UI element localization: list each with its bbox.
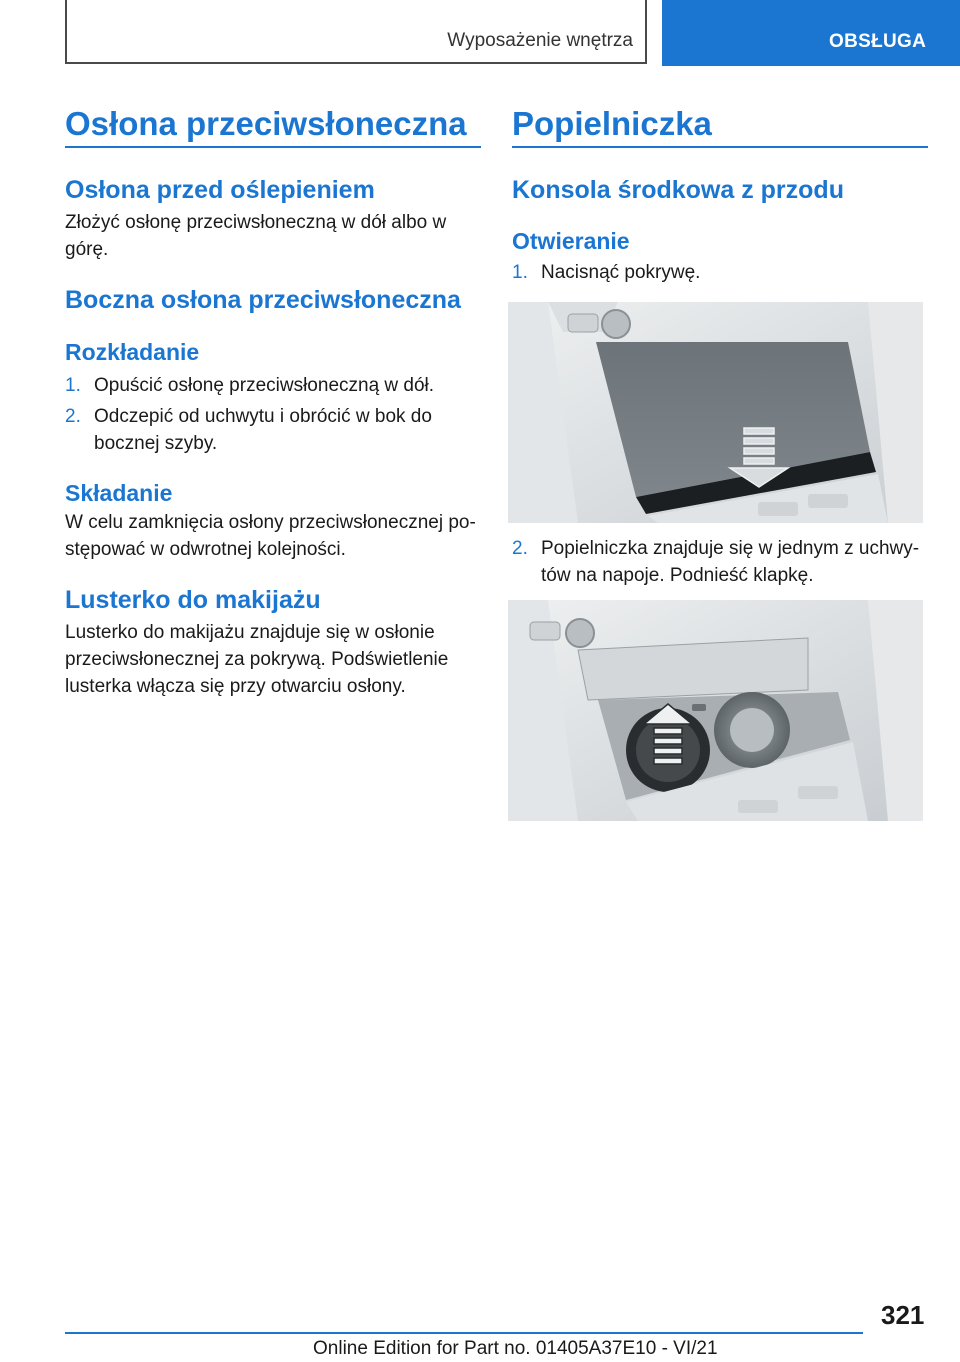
right-column <box>512 104 928 286</box>
header-chapter-label: OBSŁUGA <box>829 31 927 52</box>
opening-heading: Otwieranie <box>512 228 630 254</box>
left-column <box>65 104 481 700</box>
page-number: 321 <box>881 1300 925 1330</box>
step-text: Odczepić od uchwytu i obrócić w bok do bocznej szyby. <box>94 406 432 454</box>
step-text: Popielniczka znajduje się w jednym z uchwy-tów na napoje. Podnieść klapkę. <box>541 538 920 586</box>
sun-visor-title: Osłona przeciwsłoneczna <box>65 105 467 142</box>
header-chapter-tab[interactable] <box>662 0 960 66</box>
step-text: Nacisnąć pokrywę. <box>541 262 701 283</box>
step-number: 2. <box>65 406 81 427</box>
footer-rule <box>65 1332 863 1334</box>
side-visor-heading: Boczna osłona przeciwsłoneczna <box>65 286 461 314</box>
center-console-heading: Konsola środkowa z przodu <box>512 176 844 204</box>
ashtray-title: Popielniczka <box>512 105 712 142</box>
header-section-title: Wyposażenie wnętrza <box>447 30 633 51</box>
step-text: Opuścić osłonę przeciwsłoneczną w dół. <box>94 375 435 396</box>
vanity-mirror-text: Lusterko do makijażu znajduje się w osłonie przeciwsłonecznej za pokrywą. Podświetlenie lusterka włącza się przy otwarciu osłony. <box>65 622 449 697</box>
unfold-step-1 <box>65 372 481 399</box>
unfold-steps <box>65 372 481 457</box>
step-number: 1. <box>65 375 81 396</box>
vanity-mirror-heading: Lusterko do makijażu <box>65 586 321 614</box>
step-number: 1. <box>512 262 528 283</box>
header-section-box <box>65 0 647 64</box>
glare-shield-heading: Osłona przed oślepieniem <box>65 176 375 204</box>
title-rule <box>512 146 928 148</box>
open-step-1 <box>512 259 928 286</box>
step-number: 2. <box>512 538 528 559</box>
glare-shield-text: Złożyć osłonę przeciwsłoneczną w dół albo w górę. <box>65 212 447 260</box>
fold-heading: Składanie <box>65 480 173 506</box>
console-cover-illustration <box>508 302 923 523</box>
open-step-2 <box>512 535 928 589</box>
unfold-heading: Rozkładanie <box>65 339 200 365</box>
unfold-step-2 <box>65 403 481 457</box>
footer-edition: Online Edition for Part no. 01405A37E10 - VI/21 <box>313 1338 718 1359</box>
fold-text: W celu zamknięcia osłony przeciwsłonecznej po-stępować w odwrotnej kolejności. <box>65 512 476 560</box>
title-rule <box>65 146 481 148</box>
ashtray-cupholder-illustration <box>508 600 923 821</box>
